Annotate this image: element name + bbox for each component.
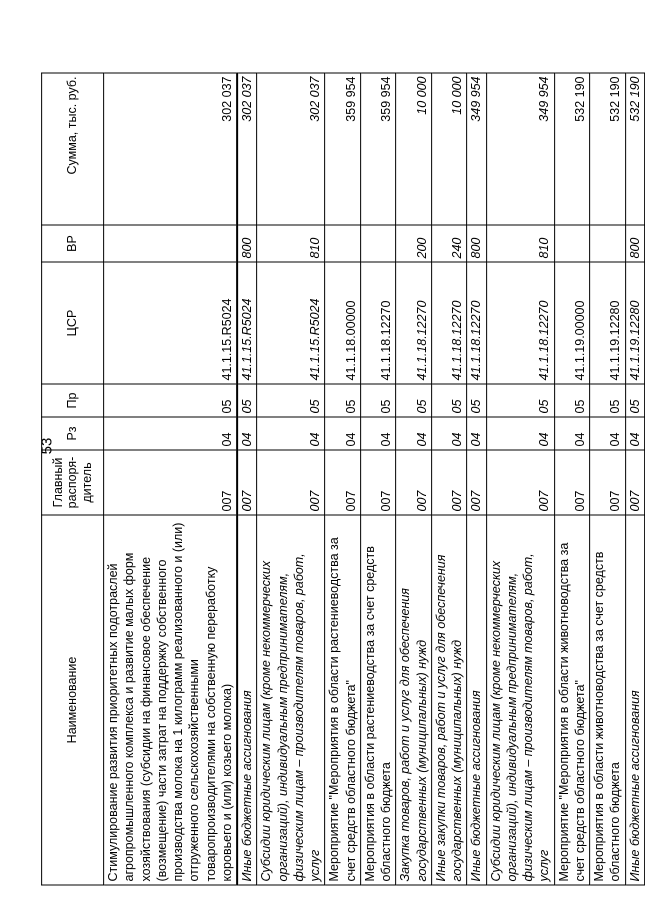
- table-row: [237, 73, 257, 885]
- row-gr: 007: [625, 450, 644, 515]
- row-gr: 007: [325, 450, 361, 515]
- row-csr: 41.1.18.12270: [486, 262, 554, 384]
- row-name: Субсидии юридическим лицам (кроме некоммерческих организаций), индивидуальным предпринимателям, физическим лицам – производителям товаров, работ, услуг: [257, 515, 325, 885]
- row-pr: 05: [257, 384, 325, 417]
- row-csr: 41.1.15.R5024: [237, 262, 257, 384]
- row-rz: 04: [257, 417, 325, 450]
- row-pr: 05: [486, 384, 554, 417]
- row-gr: 007: [486, 450, 554, 515]
- row-gr: 007: [237, 450, 257, 515]
- row-csr: 41.1.19.00000: [554, 262, 590, 384]
- row-csr: 41.1.15.R5024: [104, 262, 238, 384]
- row-rz: 04: [104, 417, 238, 450]
- row-sum: 10 000: [431, 73, 467, 225]
- row-name: Иные бюджетные ассигнования: [625, 515, 644, 885]
- table-row: [625, 73, 644, 885]
- row-sum: 349 954: [467, 73, 486, 225]
- row-csr: 41.1.18.12270: [431, 262, 467, 384]
- table-row: [325, 73, 361, 885]
- row-pr: 05: [431, 384, 467, 417]
- row-pr: 05: [467, 384, 486, 417]
- row-gr: 007: [590, 450, 626, 515]
- row-csr: 41.1.19.12280: [590, 262, 626, 384]
- row-name: Иные закупки товаров, работ и услуг для обеспечения государственных (муниципальных) нужд: [431, 515, 467, 885]
- row-name: Субсидии юридическим лицам (кроме некоммерческих организаций), индивидуальным предпринимателям, физическим лицам – производителям товаров, работ, услуг: [486, 515, 554, 885]
- row-sum: 10 000: [396, 73, 432, 225]
- row-sum: 349 954: [486, 73, 554, 225]
- row-csr: 41.1.18.00000: [325, 262, 361, 384]
- header-name: Наименование: [42, 515, 104, 885]
- row-vr: [104, 225, 238, 262]
- row-vr: [325, 225, 361, 262]
- row-csr: 41.1.18.12270: [467, 262, 486, 384]
- row-gr: 007: [431, 450, 467, 515]
- row-vr: 800: [625, 225, 644, 262]
- row-csr: 41.1.18.12270: [396, 262, 432, 384]
- row-pr: 05: [396, 384, 432, 417]
- header-csr: ЦСР: [42, 262, 104, 384]
- table-row: [104, 73, 238, 885]
- table-row: [257, 73, 325, 885]
- budget-table: [38, 73, 645, 886]
- row-pr: 05: [360, 384, 396, 417]
- row-vr: [554, 225, 590, 262]
- row-rz: 04: [467, 417, 486, 450]
- row-pr: 05: [104, 384, 238, 417]
- table-header: [42, 73, 104, 885]
- row-pr: 05: [554, 384, 590, 417]
- header-sum: Сумма, тыс. руб.: [42, 73, 104, 225]
- row-rz: 04: [486, 417, 554, 450]
- row-sum: 359 954: [325, 73, 361, 225]
- rotated-page: [51, 73, 642, 885]
- row-rz: 04: [396, 417, 432, 450]
- row-pr: 05: [325, 384, 361, 417]
- row-name: Мероприятие "Мероприятия в области животноводства за счет средств областного бюджета": [554, 515, 590, 885]
- row-rz: 04: [431, 417, 467, 450]
- table-row: [554, 73, 590, 885]
- row-gr: 007: [104, 450, 238, 515]
- table-body: [104, 73, 645, 885]
- header-rz: Рз: [42, 417, 104, 450]
- row-sum: 302 037: [104, 73, 238, 225]
- row-rz: 04: [325, 417, 361, 450]
- row-name: Иные бюджетные ассигнования: [467, 515, 486, 885]
- row-vr: 810: [257, 225, 325, 262]
- row-gr: 007: [554, 450, 590, 515]
- row-name: Стимулирование развития приоритетных подотраслей агропромышленного комплекса и развитие малых форм хозяйствования (субсидии на финансовое обеспечение (возмещение) части затрат на поддержку собственного производства молока на 1 килограмм реализованного и (или) отгруженного сельскохозяйственными товаропроизводителями на собственную переработку коровьего и (или) козьего молока): [104, 515, 238, 885]
- row-pr: 05: [237, 384, 257, 417]
- row-name: Закупка товаров, работ и услуг для обеспечения государственных (муниципальных) нужд: [396, 515, 432, 885]
- table-row: [396, 73, 432, 885]
- row-name: Мероприятия в области растениеводства за счет средств областного бюджета: [360, 515, 396, 885]
- row-sum: 302 037: [257, 73, 325, 225]
- row-csr: 41.1.19.12280: [625, 262, 644, 384]
- row-vr: 200: [396, 225, 432, 262]
- row-rz: 04: [554, 417, 590, 450]
- row-sum: 359 954: [360, 73, 396, 225]
- row-sum: 302 037: [237, 73, 257, 225]
- header-pr: Пр: [42, 384, 104, 417]
- table-row: [467, 73, 486, 885]
- row-pr: 05: [590, 384, 626, 417]
- row-vr: 810: [486, 225, 554, 262]
- row-gr: 007: [467, 450, 486, 515]
- row-vr: [360, 225, 396, 262]
- row-vr: [590, 225, 626, 262]
- row-rz: 04: [237, 417, 257, 450]
- row-csr: 41.1.15.R5024: [257, 262, 325, 384]
- page-number: 53: [38, 437, 56, 455]
- table-row: [431, 73, 467, 885]
- row-sum: 532 190: [554, 73, 590, 225]
- header-gr: Главный распоря-дитель: [42, 450, 104, 515]
- row-csr: 41.1.18.12270: [360, 262, 396, 384]
- row-rz: 04: [625, 417, 644, 450]
- row-name: Мероприятие "Мероприятия в области растениеводства за счет средств областного бюджета": [325, 515, 361, 885]
- row-pr: 05: [625, 384, 644, 417]
- row-rz: 04: [360, 417, 396, 450]
- row-gr: 007: [396, 450, 432, 515]
- table-row: [360, 73, 396, 885]
- row-gr: 007: [360, 450, 396, 515]
- row-vr: 800: [237, 225, 257, 262]
- row-name: Иные бюджетные ассигнования: [237, 515, 257, 885]
- header-vr: ВР: [42, 225, 104, 262]
- row-vr: 240: [431, 225, 467, 262]
- row-gr: 007: [257, 450, 325, 515]
- table-row: [486, 73, 554, 885]
- row-sum: 532 190: [590, 73, 626, 225]
- row-rz: 04: [590, 417, 626, 450]
- row-sum: 532 190: [625, 73, 644, 225]
- row-vr: 800: [467, 225, 486, 262]
- row-name: Мероприятия в области животноводства за счет средств областного бюджета: [590, 515, 626, 885]
- table-row: [590, 73, 626, 885]
